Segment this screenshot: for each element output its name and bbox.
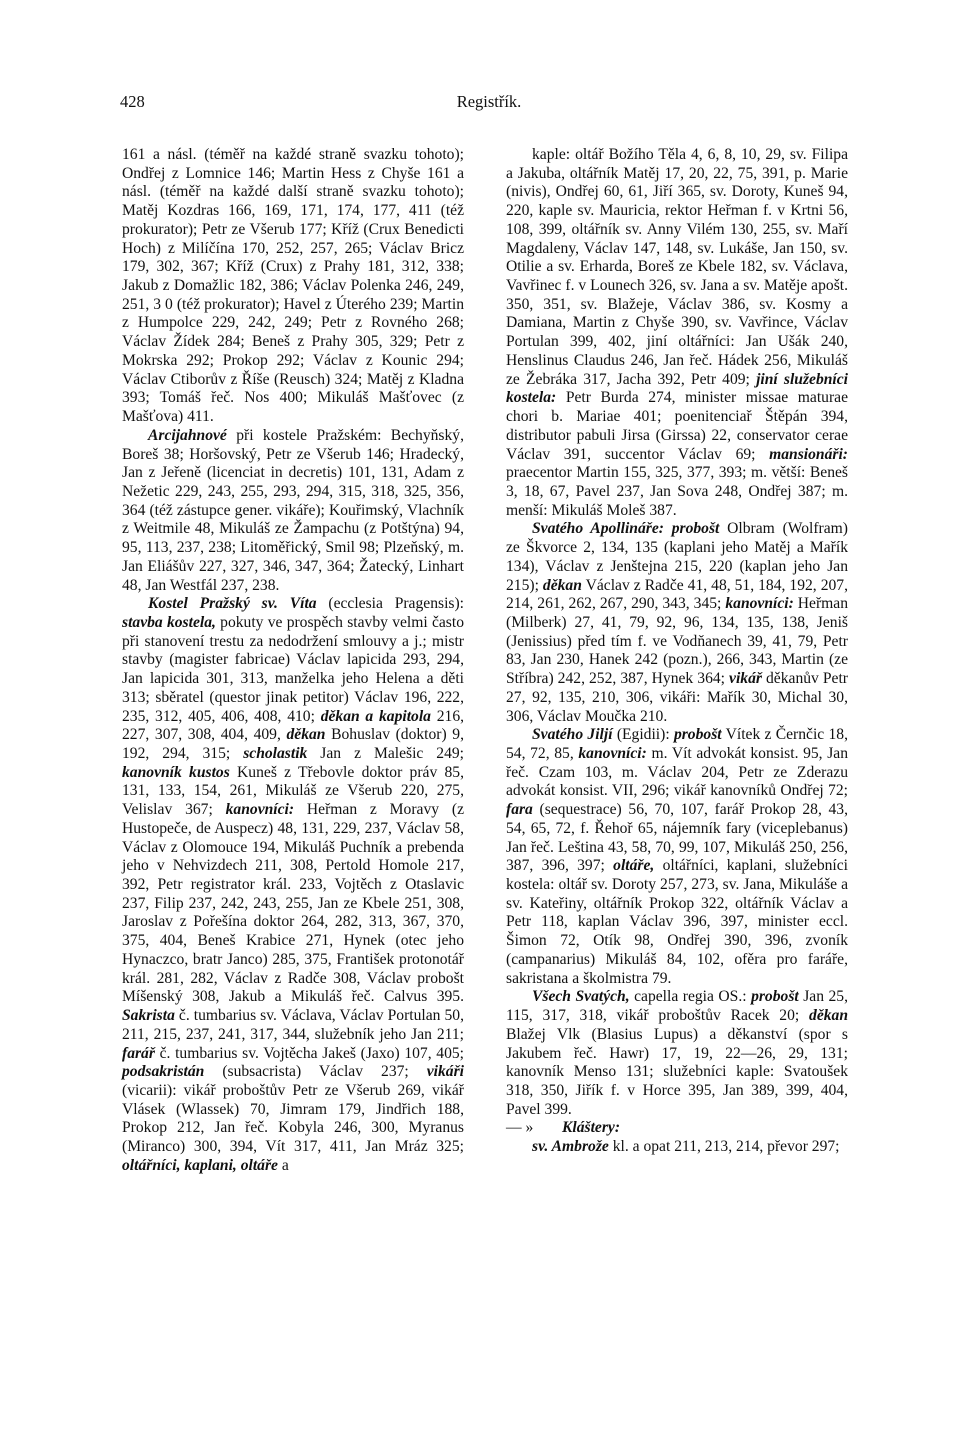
running-title: Registřík.	[456, 92, 522, 111]
text-run: Olbram (Wolfram) ze Škvorce 2, 134, 135 (kaplani jeho Matěj a Mařík 134), Václav z Jenštejna 215, 220 (kaplan jeho Jan 215);	[506, 520, 848, 594]
text-run: Blažej Vlk (Blasius Lupus) a děkanství (spor s Jakubem řeč. Hawr) 17, 19, 22—26, 29, 131; kanovník Menso 131; služebníci kaple: Svatoušek 318, 350, Jiřík f. v Horce 395, Jan 389, 399, 404, Pavel 399.	[506, 1025, 848, 1118]
text-run: Jan 25, 115, 317, 318, vikář proboštův Racek 20;	[506, 988, 848, 1025]
italic-term: stavba kostela,	[122, 613, 216, 631]
text-run: Petr Burda 274, minister missae maturae chori b. Mariae 401; poenitenciař Štěpán 394, distributor pabuli Jirsa (Girssa) 22, conservator cerae Václav 391, succentor Václav 69;	[506, 389, 848, 463]
text-run: děkanův Petr 27, 92, 135, 210, 306, vikáři: Mařík 30, Michal 30, 306, Václav Moučka 210.	[506, 670, 848, 725]
italic-term: oltářníci, kaplani, oltáře	[122, 1156, 278, 1174]
italic-term: děkan	[286, 726, 326, 744]
italic-term: vikář	[729, 670, 762, 688]
text-run: kl. a opat 211, 213, 214, převor 297;	[608, 1138, 840, 1156]
italic-term: scholastik	[243, 745, 308, 762]
italic-term: Svatého Jiljí	[532, 726, 613, 744]
italic-term: oltáře,	[613, 857, 655, 875]
italic-term: děkan	[809, 1007, 848, 1025]
italic-term: děkan a kapitola	[320, 707, 431, 725]
text-run: 216, 227, 307, 308, 404, 409,	[122, 707, 465, 744]
text-run: kaple: oltář Božího Těla 4, 6, 8, 10, 29, sv. Filipa a Jakuba, oltářník Matěj 17, 20, 22, 75, 391, p. Marie (nivis), Ondřej 60, 61, Jiří 365, sv. Doroty, Kuneš 94, 220, kaple sv. Mauricia, rektor Heřman f. v Krtni 56, 108, 399, oltářník sv. Anny Vilém 130, 255, sv. Maří Magdaleny, Václav 147, 148, sv. Lukáše, Jan 150, sv. Otilie a sv. Erharda, Boreš ze Kbele 182, sv. Václava, Vavřinec f. v Lounech 326, sv. Jana a sv. Matěje apošt. 350, 351, sv. Blažeje, Václav 386, sv. Kosmy a Damiana, Martin z Chyše 390, sv. Vavřince, Václav Portulan 399, 402, jiní oltářníci: Jan Ušák 240, Henslinus Claudus 246, Jan řeč. Hádek 256, Mikuláš ze Žebráka 317, Jacha 392, Petr 409;	[506, 146, 848, 388]
paragraph	[506, 726, 848, 988]
italic-term: jiní služebníci kostela:	[506, 370, 849, 407]
right-column	[506, 146, 848, 1157]
italic-term: Arcijahnové	[148, 426, 227, 444]
paragraph	[122, 595, 464, 1175]
italic-term: Sakrista	[122, 1007, 175, 1025]
italic-term: kanovník kustos	[122, 763, 230, 781]
text-run: 161 a násl. (téměř na každé straně svazku tohoto); Ondřej z Lomnice 146; Martin Hess z Chyše 161 a násl. (téměř na každé další straně svazku tohoto); Matěj Kozdras 166, 169, 171, 174, 177, 411 (též prokurator); Petr ze Všerub 177; Kříž (Crux Benedicti Hoch) z Milíčína 170, 252, 257, 265; Václav Bricz 179, 302, 367; Kříž (Crux) z Prahy 181, 312, 338; Jakub z Domažlic 182, 386; Václav Polenka 246, 249, 251, 3 0 (též prokurator); Havel z Úterého 239; Martin z Humpolce 229, 242, 249; Petr z Rovného 268; Václav Žídek 284; Beneš z Prahy 305, 329; Petr z Mokrska 292; Prokop 292; Václav z Kounic 294; Václav Ctiborův z Říše (Reusch) 324; Matěj z Kladna 393; Tomáš řeč. Nos 400; Mikuláš Mašťovec (z Mašťova) 411.	[122, 146, 464, 426]
text-run: oltářníci, kaplani, služebníci kostela: oltář sv. Doroty 257, 273, sv. Jana, Mikuláše a sv. Kateřiny, oltářník Prokop 322, oltářník Václav a Petr 118, kaplan Václav 396, 397, minister eccl. Šimon 72, Otík 98, Ondřej 390, 396, zvoník (campanarius) Mikuláš 84, 102, ofěra pro faráře, sakristana a školmistra 79.	[506, 857, 848, 987]
text-run: Vítek z Černčic 18, 54, 72, 85,	[506, 726, 849, 762]
text-run: č. tumbarius sv. Václava, Václav Portulan 50, 211, 215, 237, 241, 317, 344, služebník jeho Jan 211;	[122, 1007, 464, 1043]
text-run: (subsacrista) Václav 237;	[204, 1063, 427, 1081]
paragraph	[122, 146, 464, 427]
italic-term: Kostel Pražský sv. Víta	[148, 595, 317, 613]
italic-term: farář	[122, 1044, 155, 1062]
text-run: (vicarii): vikář proboštův Petr ze Všerub 269, vikář Vlásek (Wlassek) 70, Jimram 179, Jindřich 188, Prokop 212, Jan řeč. Kobyla 246, 300, Myranus (Miranco) 300, 394, Vít 317, 411, Jan Mráz 325;	[122, 1081, 464, 1156]
text-run: Heřman z Moravy (z Hustopeče, de Auspecz) 48, 131, 229, 237, Václav 58, Václav z Olomouce 194, Mikuláš Puchník a prebenda jeho v Nehvizdech 211, 308, Pertold Homole 217, 392, Petr registrator král. 233, Vojtěch z Otaslavic 237, Filip 237, 242, 243, 255, Jan ze Kbele 251, 308, Jaroslav z Pořešína doktor 264, 282, 313, 367, 370, 375, 404, Beneš Krabice 271, Hynek (otec jeho Hynaczco, bratr Janco) 285, 375, František protonotář král. 281, 282, Václav z Radče 308, Václav probošt Míšenský 308, Jakub a Mikuláš řeč. Calvus 395.	[122, 801, 464, 1006]
paragraph	[122, 427, 464, 595]
paragraph	[506, 1138, 848, 1157]
italic-term: Všech Svatých,	[532, 988, 630, 1006]
text-run: č. tumbarius sv. Vojtěcha Jakeš (Jaxo) 107, 405;	[154, 1044, 464, 1062]
text-run: při kostele Pražském: Bechyňský, Boreš 38; Horšovský, Petr ze Všerub 146; Hradecký, Jan z Jeřeně (licenciat in decretis) 101, 131, Adam z Nežetic 229, 243, 255, 293, 294, 315, 318, 325, 356, 364 (též zástupce gener. vikáře); Kouřimský, Vlachník z Weitmile 48, Mikuláš ze Žampachu (z Potštýna) 94, 95, 113, 237, 238; Litoměřický, Smil 98; Plzeňský, m. Jan Eliášův 227, 327, 346, 347, 364; Žatecký, Linhart 48, Jan Westfál 237, 238.	[122, 426, 464, 594]
left-column	[122, 146, 464, 1176]
paragraph	[506, 988, 848, 1119]
italic-term: kanovníci:	[725, 595, 794, 613]
dash-marker: — »	[506, 1119, 534, 1137]
text-run: Bohuslav (doktor) 9, 192, 294, 315;	[122, 726, 464, 762]
italic-term: podsakristán	[122, 1063, 205, 1081]
text-run: (ecclesia Pragensis):	[316, 595, 464, 613]
italic-term: vikáři	[426, 1063, 464, 1081]
italic-term: kanovníci:	[578, 745, 647, 762]
text-run: Heřman (Milberk) 27, 41, 79, 92, 96, 134, 135, 138, Jeniš (Jenissius) před tím f. ve Vodňanech 39, 41, 79, Petr 83, Jan 230, Hanek 242 (pozn.), 266, 343, Martin (ze Stříbra) 242, 252, 387, Hynek 364;	[506, 595, 849, 688]
italic-term: Svatého Apollináře: probošt	[532, 520, 720, 538]
italic-term: mansionáři:	[769, 445, 848, 463]
text-run: Jan z Malešic 249;	[307, 745, 465, 762]
italic-term: fara	[506, 801, 533, 819]
text-run: Kuneš z Třebovle doktor práv 85, 131, 133, 154, 261, Mikuláš ze Všerub 220, 275, Velislav 367;	[122, 763, 464, 819]
text-run: m. Vít advokát konsist. 95, Jan řeč. Czam 103, m. Václav 204, Petr ze Zderazu advokát konsist. VII, 296; vikář kanovníků Ondřej 72;	[506, 745, 849, 800]
text-run: pokuty ve prospěch stavby velmi často při stanovení trestu za nedodržení smlouvy a j.; mistr stavby (magister fabricae) Václav lapicida 293, 294, Jan lapicida 301, 313, manželka jeho Helena a děti 313; sběratel (questor jinak petitor) Václav 196, 222, 235, 312, 405, 406, 408, 410;	[122, 613, 464, 725]
italic-term: děkan	[542, 576, 582, 594]
text-run: praecentor Martin 155, 325, 377, 393; m. větší: Beneš 3, 18, 67, Pavel 237, Jan Sova 248, Ondřej 387; m. menší: Mikuláš Moleš 387.	[506, 464, 848, 519]
italic-term: sv. Ambrože	[532, 1138, 609, 1156]
page-header	[120, 92, 858, 118]
text-run: capella regia OS.:	[629, 988, 752, 1006]
paragraph	[506, 146, 848, 520]
text-run: Václav z Radče 41, 48, 51, 184, 192, 207, 214, 261, 262, 267, 290, 343, 345;	[506, 576, 848, 613]
paragraph	[506, 520, 848, 726]
italic-term: kanovníci:	[225, 801, 295, 819]
text-run: (sequestrace) 56, 70, 107, farář Prokop 28, 43, 54, 65, 72, f. Řehoř 65, nájemník fary (viceplebanus) Jan řeč. Leština 43, 58, 70, 99, 107, Mikuláš 250, 256, 387, 396, 397;	[506, 801, 848, 875]
italic-term: probošt	[751, 988, 799, 1006]
page-number: 428	[120, 92, 145, 111]
paragraph	[506, 1119, 848, 1138]
italic-term: Kláštery:	[562, 1119, 621, 1137]
text-run: a	[277, 1156, 289, 1174]
italic-term: probošt	[673, 726, 722, 744]
text-run: (Egidii):	[612, 726, 674, 744]
